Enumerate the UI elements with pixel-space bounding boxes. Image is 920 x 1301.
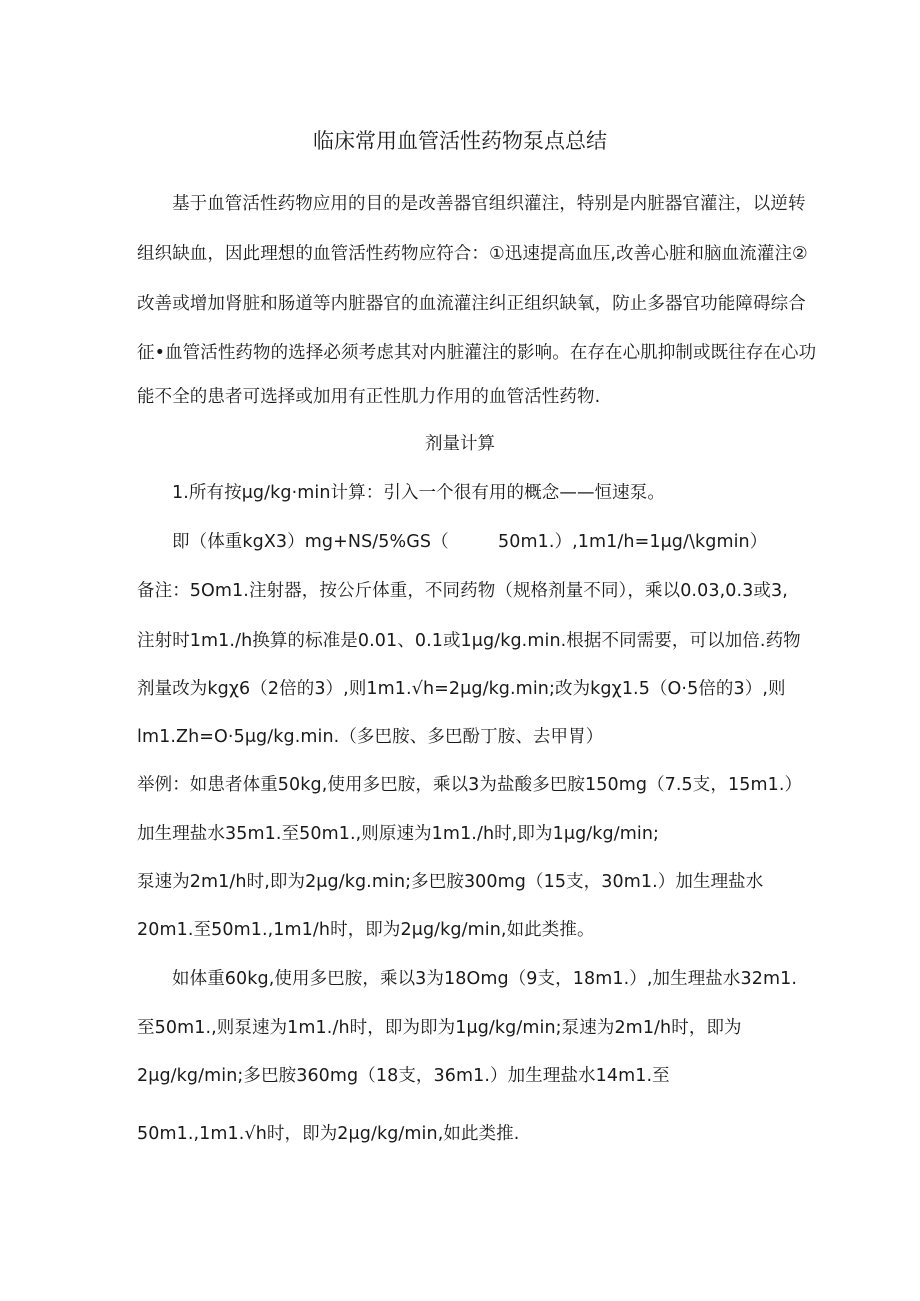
item-1: 1.所有按μg∕kg·min计算：引入一个很有用的概念——恒速泵。 [172,483,665,503]
intro-line-4: 征•血管活性药物的选择必须考虑其对内脏灌注的影响。在存在心肌抑制或既往存在心功 [137,343,817,363]
note-line-2: 注射时1m1./h换算的标准是0.01、0.1或1μg∕kg.min.根据不同需要，可以加倍.药物 [137,631,801,651]
intro-line-3: 改善或增加肾脏和肠道等内脏器官的血流灌注纠正组织缺氧，防止多器官功能障碍综合 [137,294,806,314]
example1-line-3: 泵速为2m1∕h时,即为2μg∕kg.min;多巴胺300mg（15支，30m1.）加生理盐水 [137,872,764,892]
formula-part-b: 50m1.）,1m1∕h=1μg∕\kgmin） [498,532,768,552]
intro-line-1: 基于血管活性药物应用的目的是改善器官组织灌注，特别是内脏器官灌注，以逆转 [172,194,806,214]
example1-line-2: 加生理盐水35m1.至50m1.,则原速为1m1./h时,即为1μg∕kg∕min; [137,824,660,844]
note-line-3: 剂量改为kgχ6（2倍的3）,则1m1.√h=2μg∕kg.min;改为kgχ1.5（O·5倍的3）,则 [137,679,786,699]
document-title: 临床常用血管活性药物泵点总结 [313,129,607,153]
example1-line-1: 举例：如患者体重50kg,使用多巴胺，乘以3为盐酸多巴胺150mg（7.5支，15m1.） [137,775,803,795]
intro-line-2: 组织缺血，因此理想的血管活性药物应符合：①迅速提高血压,改善心脏和脑血流灌注② [137,244,808,264]
note-line-4: lm1.Zh=O·5μg∕kg.min.（多巴胺、多巴酚丁胺、去甲胃） [137,727,604,747]
intro-line-5: 能不全的患者可选择或加用有正性肌力作用的血管活性药物. [137,387,601,407]
example1-line-4: 20m1.至50m1.,1m1∕h时，即为2μg∕kg∕min,如此类推。 [137,920,595,940]
example2-line-1: 如体重60kg,使用多巴胺，乘以3为18Omg（9支，18m1.）,加生理盐水32m1. [172,969,798,989]
example2-line-4: 50m1.,1m1.√h时，即为2μg∕kg∕min,如此类推. [137,1124,520,1144]
formula-part-a: 即（体重kgX3）mg+NS∕5%GS（ [172,532,449,552]
example2-line-2: 至50m1.,则泵速为1m1./h时，即为即为1μg∕kg∕min;泵速为2m1∕h时，即为 [137,1018,742,1038]
example2-line-3: 2μg∕kg∕min;多巴胺360mg（18支，36m1.）加生理盐水14m1.至 [137,1066,670,1086]
section-heading: 剂量计算 [425,434,495,454]
note-line-1: 备注：5Om1.注射器，按公斤体重，不同药物（规格剂量不同），乘以0.03,0.3或3, [137,581,788,601]
